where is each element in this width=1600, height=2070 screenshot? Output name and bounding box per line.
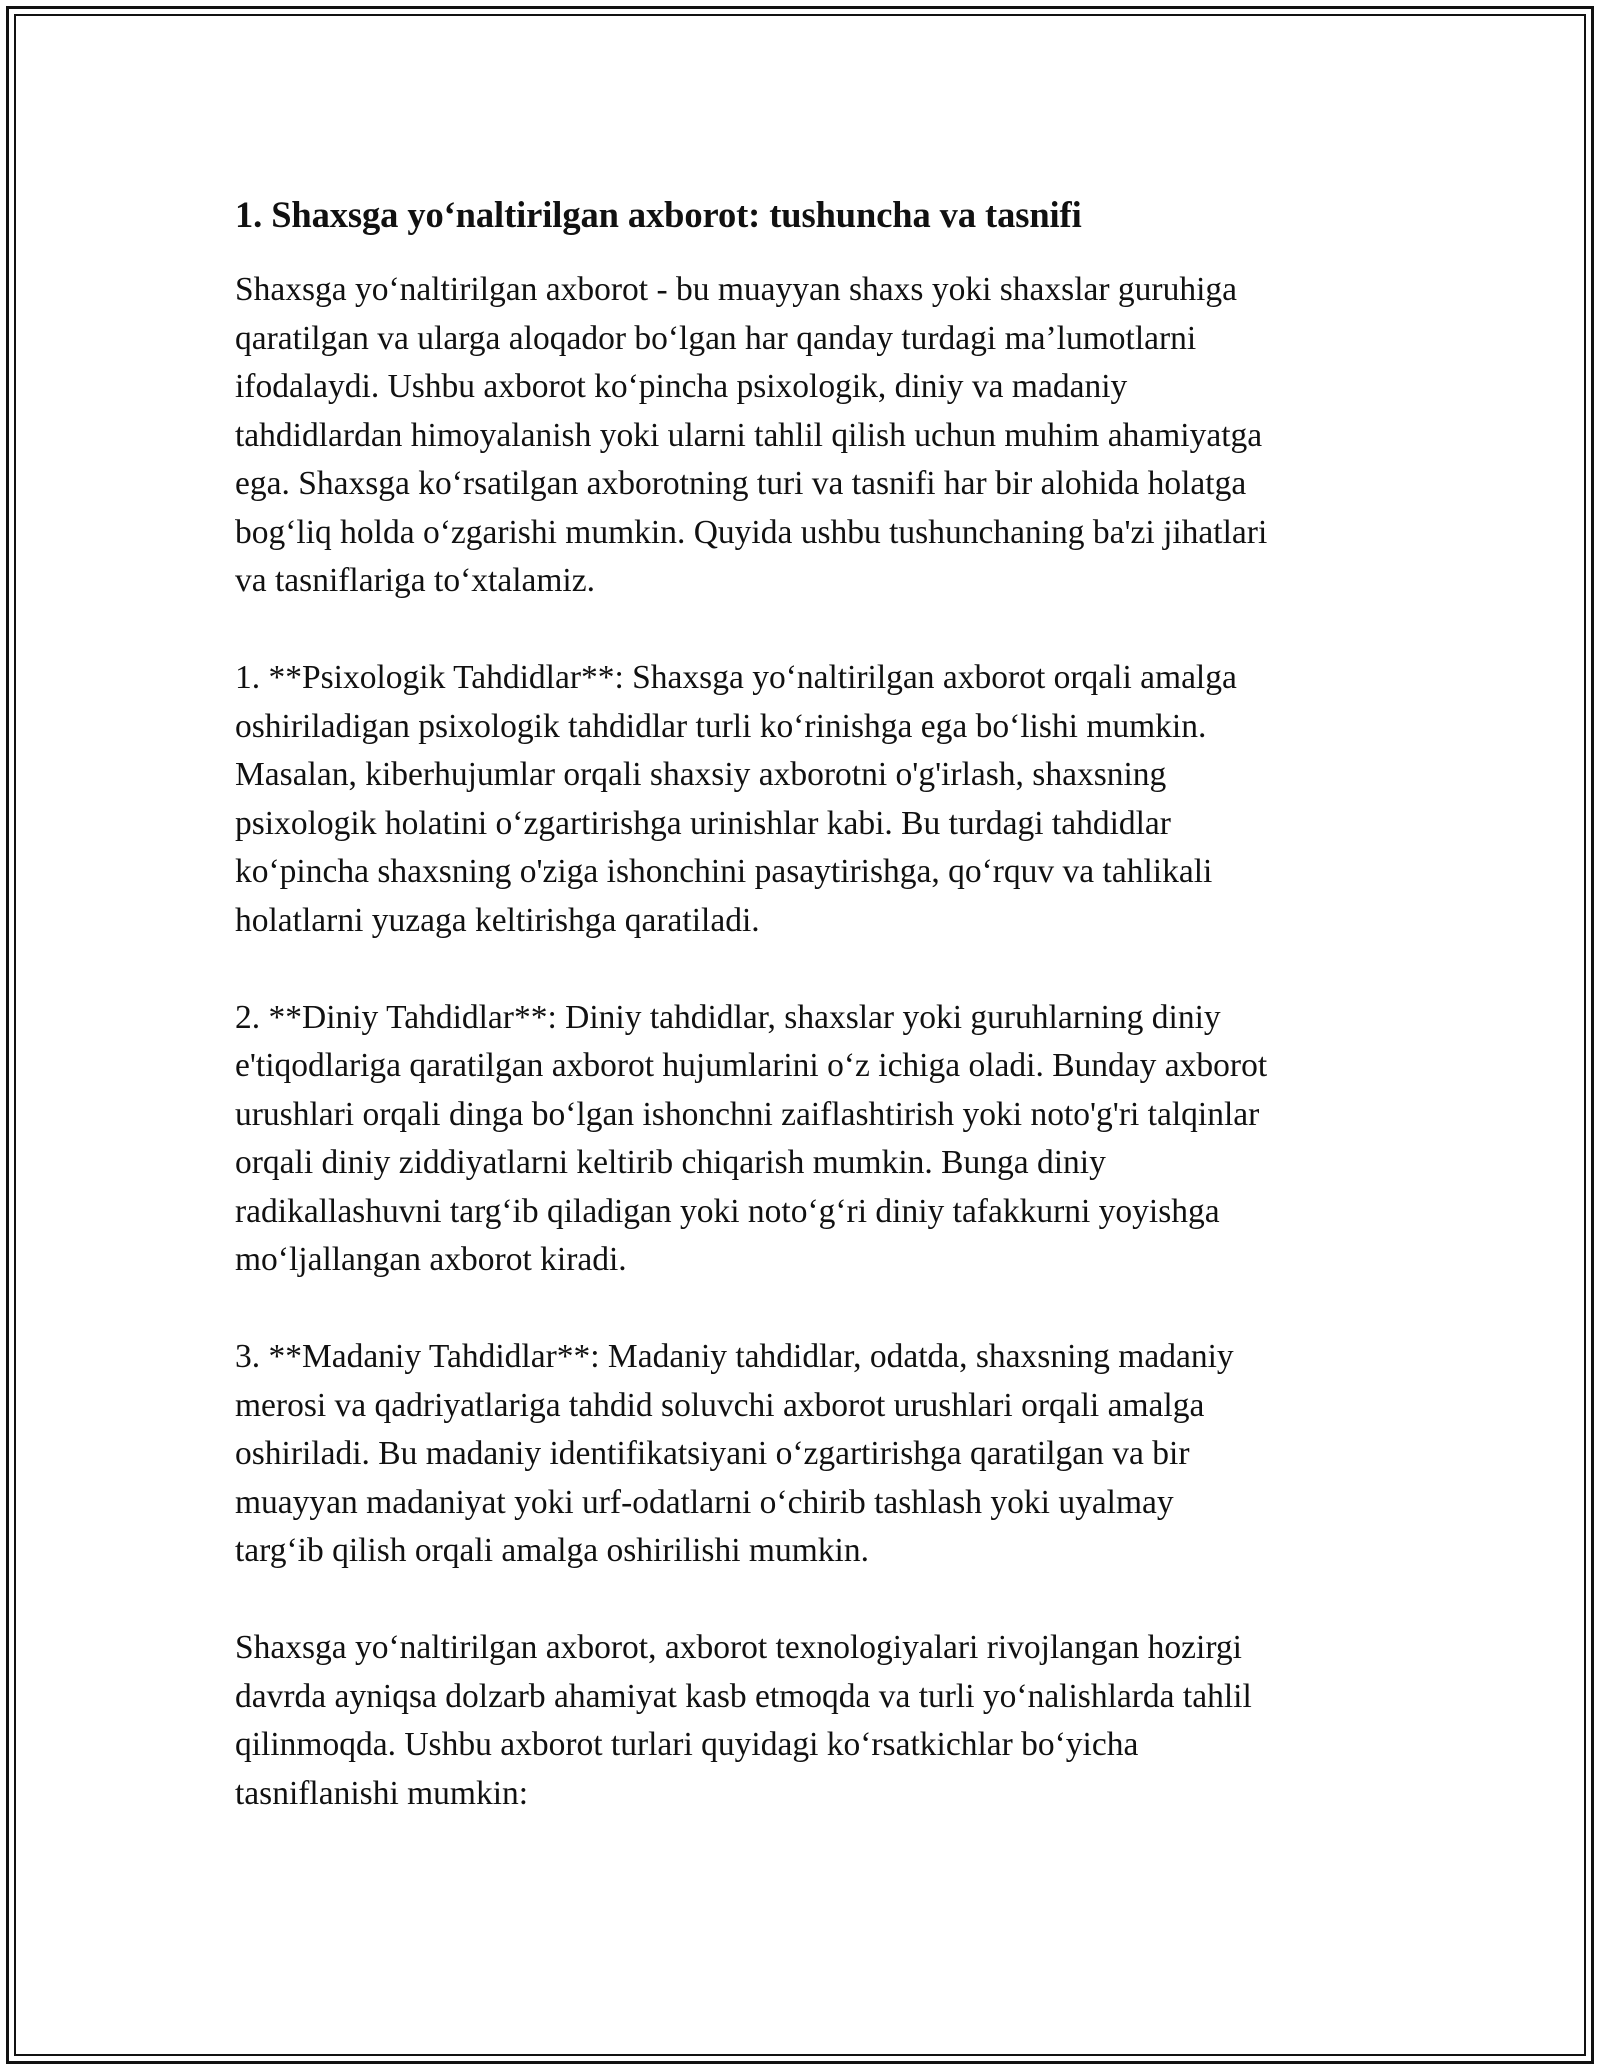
section-heading: 1. Shaxsga yo‘naltirilgan axborot: tushuncha va tasnifi (235, 194, 1082, 235)
closing-paragraph: Shaxsga yo‘naltirilgan axborot, axborot texnologiyalari rivojlangan hozirgi davrda ayniqsa dolzarb ahamiyat kasb etmoqda va turli yo‘nalishlarda tahlil qilinmoqda. Ushbu axborot turlari quyidagi ko‘rsatkichlar bo‘yicha tasniflanishi mumkin: (235, 1629, 1252, 1812)
paragraph-gap (235, 945, 1375, 994)
cultural-threats-paragraph: 3. **Madaniy Tahdidlar**: Madaniy tahdidlar, odatda, shaxsning madaniy merosi va qadriyatlariga tahdid soluvchi axborot urushlari orqali amalga oshiriladi. Bu madaniy identifikatsiyani o‘zgartirishga qaratilgan va bir muayyan madaniyat yoki urf-odatlarni o‘chirib tashlash yoki uyalmay targ‘ib qilish orqali amalga oshirilishi mumkin. (235, 1338, 1234, 1569)
paragraph-gap (235, 606, 1375, 655)
intro-paragraph: Shaxsga yo‘naltirilgan axborot - bu muayyan shaxs yoki shaxslar guruhiga qaratilgan va ularga aloqador bo‘lgan har qanday turdagi ma’lumotlarni ifodalaydi. Ushbu axborot ko‘pincha psixologik, diniy va madaniy tahdidlardan himoyalanish yoki ularni tahlil qilish uchun muhim ahamiyatga ega. Shaxsga ko‘rsatilgan axborotning turi va tasnifi har bir alohida holatga bog‘liq holda o‘zgarishi mumkin. Quyida ushbu tushunchaning ba'zi jihatlari va tasniflariga to‘xtalamiz. (235, 271, 1268, 599)
paragraph-gap (235, 1285, 1375, 1334)
paragraph-gap (235, 1576, 1375, 1625)
psychological-threats-paragraph: 1. **Psixologik Tahdidlar**: Shaxsga yo‘naltirilgan axborot orqali amalga oshiriladigan psixologik tahdidlar turli ko‘rinishga ega bo‘lishi mumkin. Masalan, kiberhujumlar orqali shaxsiy axborotni o'g'irlash, shaxsning psixologik holatini o‘zgartirishga urinishlar kabi. Bu turdagi tahdidlar ko‘pincha shaxsning o'ziga ishonchini pasaytirishga, qo‘rquv va tahlikali holatlarni yuzaga keltirishga qaratiladi. (235, 659, 1237, 939)
document-body (235, 188, 1375, 1818)
religious-threats-paragraph: 2. **Diniy Tahdidlar**: Diniy tahdidlar, shaxslar yoki guruhlarning diniy e'tiqodlariga qaratilgan axborot hujumlarini o‘z ichiga oladi. Bunday axborot urushlari orqali dinga bo‘lgan ishonchni zaiflashtirish yoki noto'g'ri talqinlar orqali diniy ziddiyatlarni keltirib chiqarish mumkin. Bunga diniy radikallashuvni targ‘ib qiladigan yoki noto‘g‘ri diniy tafakkurni yoyishga mo‘ljallangan axborot kiradi. (235, 998, 1268, 1278)
